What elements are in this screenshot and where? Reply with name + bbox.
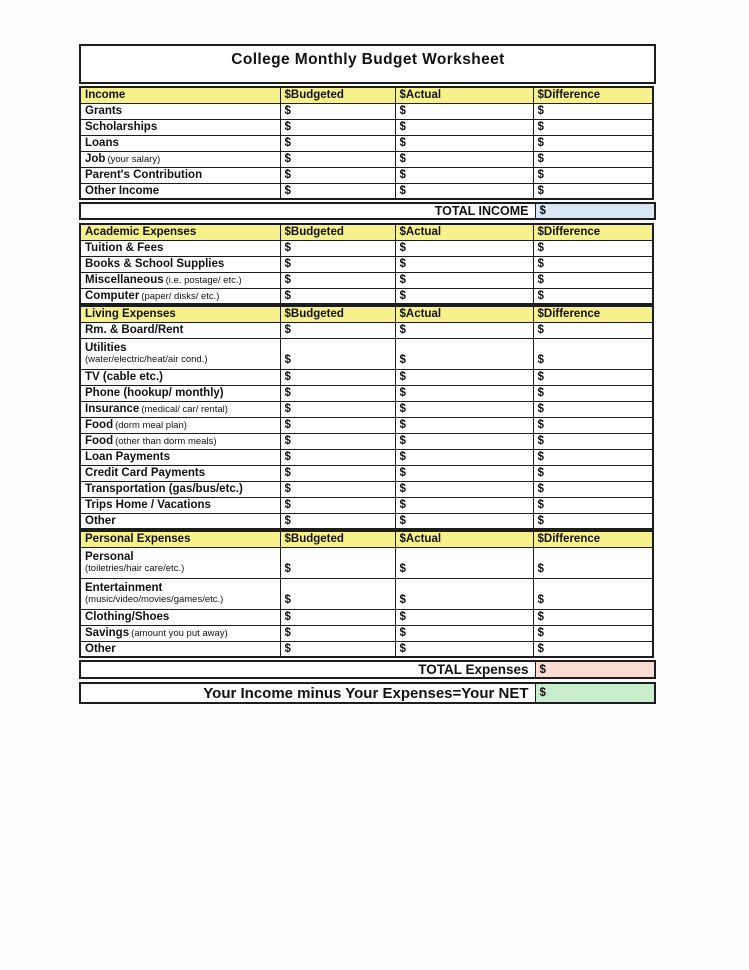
table-row: [80, 322, 653, 338]
column-header-actual: $Actual: [395, 87, 533, 103]
section-table: [79, 86, 654, 200]
section-header-row: [80, 306, 653, 322]
row-label-note: (amount you put away): [131, 628, 228, 639]
row-label: [80, 167, 280, 183]
row-label: [80, 609, 280, 625]
row-label: [80, 433, 280, 449]
actual-amount-cell: $: [395, 240, 533, 256]
section-title: Living Expenses: [80, 306, 280, 322]
row-label-note: (water/electric/heat/air cond.): [85, 353, 208, 365]
table-row: [80, 369, 653, 385]
table-row: [80, 578, 653, 609]
budgeted-amount-cell: $: [280, 103, 395, 119]
difference-amount-cell: $: [533, 288, 653, 304]
difference-amount-cell: $: [533, 103, 653, 119]
budgeted-amount-cell: $: [280, 481, 395, 497]
row-label: [80, 449, 280, 465]
row-label-text: Food: [85, 419, 114, 431]
actual-amount-cell: $: [395, 322, 533, 338]
actual-amount-cell: $: [395, 119, 533, 135]
difference-amount-cell: $: [533, 609, 653, 625]
row-label-text: Food: [85, 435, 114, 447]
budgeted-amount-cell: $: [280, 338, 395, 369]
row-label: [80, 401, 280, 417]
actual-amount-cell: $: [395, 449, 533, 465]
actual-amount-cell: $: [395, 135, 533, 151]
column-header-budgeted: $Budgeted: [280, 224, 395, 240]
difference-amount-cell: $: [533, 401, 653, 417]
row-label-text: Rm. & Board/Rent: [85, 324, 184, 336]
column-header-difference: $Difference: [533, 224, 653, 240]
row-label: [80, 547, 280, 578]
row-label-text: Grants: [85, 105, 123, 117]
net-row: [79, 682, 656, 704]
row-label-text: Other: [85, 642, 116, 655]
row-label-text: Transportation (gas/bus/etc.): [85, 483, 243, 495]
difference-amount-cell: $: [533, 385, 653, 401]
row-label: [80, 385, 280, 401]
budgeted-amount-cell: $: [280, 240, 395, 256]
budgeted-amount-cell: $: [280, 119, 395, 135]
difference-amount-cell: $: [533, 481, 653, 497]
budgeted-amount-cell: $: [280, 625, 395, 641]
difference-amount-cell: $: [533, 513, 653, 529]
section-title: Academic Expenses: [80, 224, 280, 240]
difference-amount-cell: $: [533, 433, 653, 449]
budgeted-amount-cell: $: [280, 272, 395, 288]
total-income-value: $: [535, 203, 655, 219]
row-label: [80, 119, 280, 135]
budgeted-amount-cell: $: [280, 609, 395, 625]
budgeted-amount-cell: $: [280, 135, 395, 151]
row-label-text: Miscellaneous: [85, 274, 164, 286]
section-table: [79, 223, 654, 305]
row-label-text: Job: [85, 153, 106, 165]
actual-amount-cell: $: [395, 103, 533, 119]
section-header-row: [80, 224, 653, 240]
table-row: [80, 449, 653, 465]
row-label-note: (dorm meal plan): [115, 420, 187, 431]
budgeted-amount-cell: $: [280, 578, 395, 609]
table-row: [80, 641, 653, 657]
net-label: Your Income minus Your Expenses=Your NET: [203, 684, 529, 702]
actual-amount-cell: $: [395, 625, 533, 641]
row-label: [80, 465, 280, 481]
table-row: [80, 103, 653, 119]
difference-amount-cell: $: [533, 240, 653, 256]
row-label: [80, 256, 280, 272]
actual-amount-cell: $: [395, 272, 533, 288]
total-income-row: [79, 202, 656, 220]
row-label: [80, 497, 280, 513]
row-label-text: Credit Card Payments: [85, 467, 206, 479]
row-label: [80, 135, 280, 151]
row-label-text: Personal: [85, 550, 134, 563]
actual-amount-cell: $: [395, 497, 533, 513]
row-label-text: Savings: [85, 627, 130, 639]
table-row: [80, 683, 655, 703]
row-label: [80, 641, 280, 657]
difference-amount-cell: $: [533, 641, 653, 657]
table-row: [80, 625, 653, 641]
difference-amount-cell: $: [533, 497, 653, 513]
actual-amount-cell: $: [395, 401, 533, 417]
row-label-text: Books & School Supplies: [85, 258, 225, 270]
row-label-text: Tuition & Fees: [85, 242, 164, 254]
title-row: [80, 45, 655, 83]
row-label: [80, 369, 280, 385]
actual-amount-cell: $: [395, 417, 533, 433]
row-label-note: (paper/ disks/ etc.): [141, 290, 220, 302]
table-row: [80, 465, 653, 481]
difference-amount-cell: $: [533, 119, 653, 135]
worksheet-title-block: [79, 44, 656, 84]
row-label: [80, 288, 280, 304]
difference-amount-cell: $: [533, 135, 653, 151]
total-income-label: TOTAL INCOME: [434, 204, 529, 218]
row-label-text: Phone (hookup/ monthly): [85, 387, 224, 399]
column-header-actual: $Actual: [395, 531, 533, 547]
budgeted-amount-cell: $: [280, 369, 395, 385]
budgeted-amount-cell: $: [280, 417, 395, 433]
actual-amount-cell: $: [395, 641, 533, 657]
actual-amount-cell: $: [395, 513, 533, 529]
difference-amount-cell: $: [533, 417, 653, 433]
actual-amount-cell: $: [395, 369, 533, 385]
row-label: [80, 625, 280, 641]
row-label: [80, 513, 280, 529]
table-row: [80, 609, 653, 625]
table-row: [80, 481, 653, 497]
page-title: College Monthly Budget Worksheet: [231, 51, 505, 68]
row-label-note: (other than dorm meals): [115, 436, 217, 447]
table-row: [80, 497, 653, 513]
row-label: [80, 417, 280, 433]
table-row: [80, 513, 653, 529]
row-label-text: Utilities: [85, 341, 127, 354]
table-row: [80, 288, 653, 304]
budgeted-amount-cell: $: [280, 465, 395, 481]
column-header-difference: $Difference: [533, 87, 653, 103]
budgeted-amount-cell: $: [280, 183, 395, 199]
row-label-text: Loan Payments: [85, 451, 170, 463]
difference-amount-cell: $: [533, 465, 653, 481]
difference-amount-cell: $: [533, 322, 653, 338]
difference-amount-cell: $: [533, 625, 653, 641]
column-header-budgeted: $Budgeted: [280, 531, 395, 547]
row-label-text: Other: [85, 514, 116, 527]
actual-amount-cell: $: [395, 609, 533, 625]
budgeted-amount-cell: $: [280, 288, 395, 304]
budgeted-amount-cell: $: [280, 151, 395, 167]
academic-expenses-section: [79, 223, 654, 305]
budgeted-amount-cell: $: [280, 433, 395, 449]
column-header-difference: $Difference: [533, 306, 653, 322]
actual-amount-cell: $: [395, 167, 533, 183]
column-header-actual: $Actual: [395, 306, 533, 322]
row-label: [80, 338, 280, 369]
budgeted-amount-cell: $: [280, 497, 395, 513]
row-label-note: (your salary): [107, 154, 161, 165]
column-header-budgeted: $Budgeted: [280, 306, 395, 322]
row-label-note: (music/video/movies/games/etc.): [85, 593, 224, 605]
difference-amount-cell: $: [533, 272, 653, 288]
total-expenses-row: [79, 660, 656, 679]
difference-amount-cell: $: [533, 338, 653, 369]
row-label-text: Parent's Contribution: [85, 169, 203, 181]
row-label: [80, 183, 280, 199]
income-section: [79, 86, 654, 200]
row-label-note: (i.e. postage/ etc.): [165, 275, 242, 286]
column-header-difference: $Difference: [533, 531, 653, 547]
actual-amount-cell: $: [395, 338, 533, 369]
column-header-actual: $Actual: [395, 224, 533, 240]
row-label-text: Entertainment: [85, 581, 163, 594]
difference-amount-cell: $: [533, 449, 653, 465]
actual-amount-cell: $: [395, 547, 533, 578]
row-label-text: Computer: [85, 289, 140, 302]
actual-amount-cell: $: [395, 183, 533, 199]
row-label: [80, 481, 280, 497]
actual-amount-cell: $: [395, 481, 533, 497]
section-table: [79, 530, 654, 658]
table-row: [80, 417, 653, 433]
budgeted-amount-cell: $: [280, 167, 395, 183]
row-label: [80, 240, 280, 256]
row-label: [80, 103, 280, 119]
living-expenses-section: [79, 305, 654, 530]
difference-amount-cell: $: [533, 256, 653, 272]
row-label-note: (medical/ car/ rental): [141, 404, 228, 415]
difference-amount-cell: $: [533, 183, 653, 199]
table-row: [80, 338, 653, 369]
actual-amount-cell: $: [395, 288, 533, 304]
difference-amount-cell: $: [533, 167, 653, 183]
difference-amount-cell: $: [533, 547, 653, 578]
table-row: [80, 661, 655, 678]
table-row: [80, 385, 653, 401]
row-label-text: Trips Home / Vacations: [85, 499, 211, 511]
column-header-budgeted: $Budgeted: [280, 87, 395, 103]
table-row: [80, 256, 653, 272]
section-title: Income: [80, 87, 280, 103]
row-label-text: Insurance: [85, 403, 140, 415]
table-row: [80, 167, 653, 183]
budgeted-amount-cell: $: [280, 641, 395, 657]
section-header-row: [80, 87, 653, 103]
table-row: [80, 433, 653, 449]
table-row: [80, 401, 653, 417]
budgeted-amount-cell: $: [280, 401, 395, 417]
budgeted-amount-cell: $: [280, 322, 395, 338]
table-row: [80, 135, 653, 151]
budgeted-amount-cell: $: [280, 385, 395, 401]
personal-expenses-section: [79, 530, 654, 658]
difference-amount-cell: $: [533, 151, 653, 167]
actual-amount-cell: $: [395, 256, 533, 272]
budgeted-amount-cell: $: [280, 256, 395, 272]
actual-amount-cell: $: [395, 433, 533, 449]
row-label: [80, 272, 280, 288]
row-label-note: (toiletries/hair care/etc.): [85, 562, 185, 574]
net-value: $: [535, 683, 655, 703]
budgeted-amount-cell: $: [280, 513, 395, 529]
table-row: [80, 119, 653, 135]
row-label: [80, 578, 280, 609]
table-row: [80, 183, 653, 199]
row-label-text: Clothing/Shoes: [85, 611, 170, 623]
budgeted-amount-cell: $: [280, 547, 395, 578]
row-label-text: TV (cable etc.): [85, 371, 163, 383]
row-label-text: Loans: [85, 137, 119, 149]
section-title: Personal Expenses: [80, 531, 280, 547]
difference-amount-cell: $: [533, 369, 653, 385]
row-label: [80, 322, 280, 338]
actual-amount-cell: $: [395, 578, 533, 609]
budgeted-amount-cell: $: [280, 449, 395, 465]
section-header-row: [80, 531, 653, 547]
actual-amount-cell: $: [395, 151, 533, 167]
budget-worksheet: [79, 44, 654, 704]
actual-amount-cell: $: [395, 385, 533, 401]
total-expenses-value: $: [535, 661, 655, 678]
actual-amount-cell: $: [395, 465, 533, 481]
table-row: [80, 203, 655, 219]
difference-amount-cell: $: [533, 578, 653, 609]
row-label: [80, 151, 280, 167]
table-row: [80, 272, 653, 288]
row-label-text: Scholarships: [85, 121, 158, 133]
table-row: [80, 240, 653, 256]
section-table: [79, 305, 654, 530]
table-row: [80, 547, 653, 578]
total-expenses-label: TOTAL Expenses: [418, 662, 529, 677]
row-label-text: Other Income: [85, 184, 160, 197]
table-row: [80, 151, 653, 167]
